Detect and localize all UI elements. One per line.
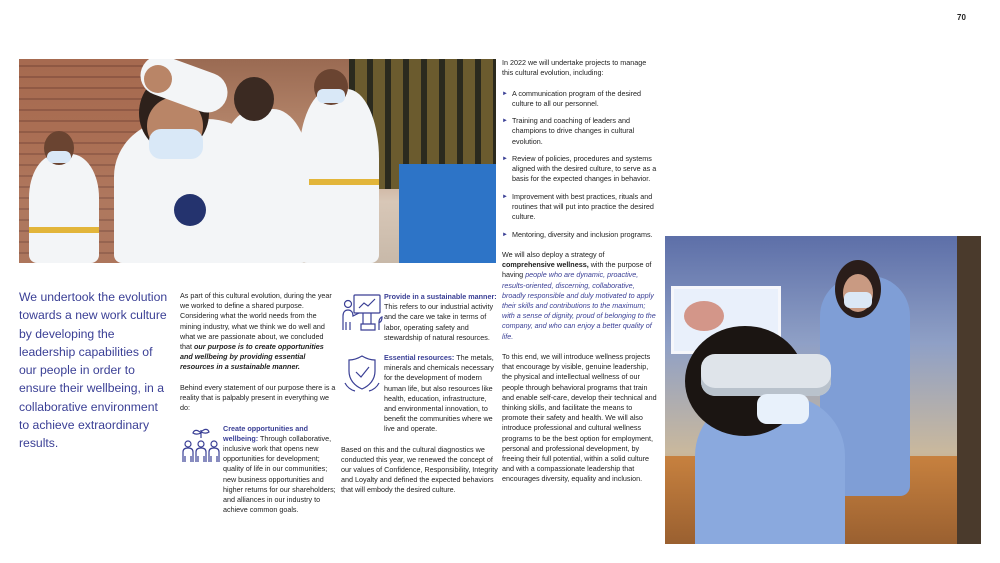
resources-block <box>341 353 498 435</box>
purpose-statement-paragraph: Behind every statement of our purpose there is a reality that is palpably present in everything we do: <box>180 382 336 413</box>
purpose-paragraph: As part of this cultural evolution, during the year we worked to define a shared purpose. Considering what the world needs from the mining industry, what we think we do well and what we are passionate about, we concluded that our purpose is to create opportunities and wellbeing by providing essential resources in a sustainable manner. <box>180 291 332 372</box>
wellness-projects-paragraph: To this end, we will introduce wellness projects that encourage by visible, genuine leadership, the physical and intellectual wellness of our people through behavioral programs that train and enable self-care, develop their technical and thinking skills, and facilitate the means to promote their safety and health. We will also introduce professional and cultural wellness programs to be the best option for employment, personal and professional development, by freeing their full potential, within a solid culture and with a compassionate leadership that encourages diversity, equality and inclusion. <box>502 351 657 484</box>
opportunities-title: Create opportunities and wellbeing: <box>223 423 309 443</box>
opportunities-block <box>180 424 337 516</box>
projects-intro: In 2022 we will undertake projects to manage this cultural evolution, including: <box>502 58 647 78</box>
intro-statement: We undertook the evolution towards a new work culture by developing the leadership capabilities of our people in order to ensure their wellbeing, in a collaborative environment to achieve extraordinary results. <box>19 290 168 451</box>
column-1 <box>180 291 337 515</box>
sustainable-title: Provide in a sustainable manner: <box>384 292 497 301</box>
arrow-bullet-icon: ► <box>502 193 508 200</box>
vr-training-photo <box>665 236 981 544</box>
taekwondo-photo <box>19 59 496 263</box>
resources-text: The metals, minerals and chemicals necessary for the development of modern human life, but also resources like health, education, infrastructure, and environmental innovation, to benefit the communities where we live and operate. <box>384 353 494 434</box>
list-item: ► Improvement with best practices, rituals and routines that will put into practice the desired culture. <box>502 191 654 222</box>
presentation-board-icon <box>341 292 383 332</box>
arrow-bullet-icon: ► <box>502 155 508 162</box>
arrow-bullet-icon: ► <box>502 231 508 238</box>
projects-list <box>502 89 659 240</box>
values-paragraph: Based on this and the cultural diagnostics we conducted this year, we renewed the concept of our values of Confidence, Responsibility, Integrity and Loyalty and defined the expected behaviors that will embody the desired culture. <box>341 444 498 495</box>
list-item: ► A communication program of the desired culture to all our personnel. <box>502 88 642 108</box>
page-number: 70 <box>957 13 966 22</box>
column-2 <box>341 292 498 506</box>
list-item: ► Training and coaching of leaders and champions to drive changes in cultural evolution. <box>502 116 635 146</box>
list-item: ► Review of policies, procedures and systems aligned with the desired culture, to serve as a basis for the expected changes in behavior. <box>502 153 657 184</box>
arrow-bullet-icon: ► <box>502 118 508 125</box>
people-plant-icon <box>180 424 222 464</box>
list-item: ► Mentoring, diversity and inclusion programs. <box>502 229 653 239</box>
column-3 <box>502 58 659 495</box>
shield-check-icon <box>341 353 383 393</box>
wellness-paragraph: We will also deploy a strategy of comprehensive wellness, with the purpose of having people who are dynamic, proactive, results-oriented, discerning, collaborative, broadly responsible and duly motivated to apply their skills and contributions to the maximum; with a sense of dignity, proud of belonging to the company, and who can enjoy a better quality of life. <box>502 249 656 341</box>
sustainable-text: This refers to our industrial activity and the care we take in terms of labor, operating safety and stewardship of natural resources. <box>384 302 494 342</box>
arrow-bullet-icon: ► <box>502 90 508 97</box>
opportunities-text: Through collaborative, inclusive work that opens new opportunities for development; quality of life in our communities; new business opportunities and higher returns for our shareholders; and alliances in our industry to achieve common goals. <box>223 433 336 515</box>
sustainable-block <box>341 292 498 343</box>
resources-title: Essential resources: <box>384 353 455 363</box>
